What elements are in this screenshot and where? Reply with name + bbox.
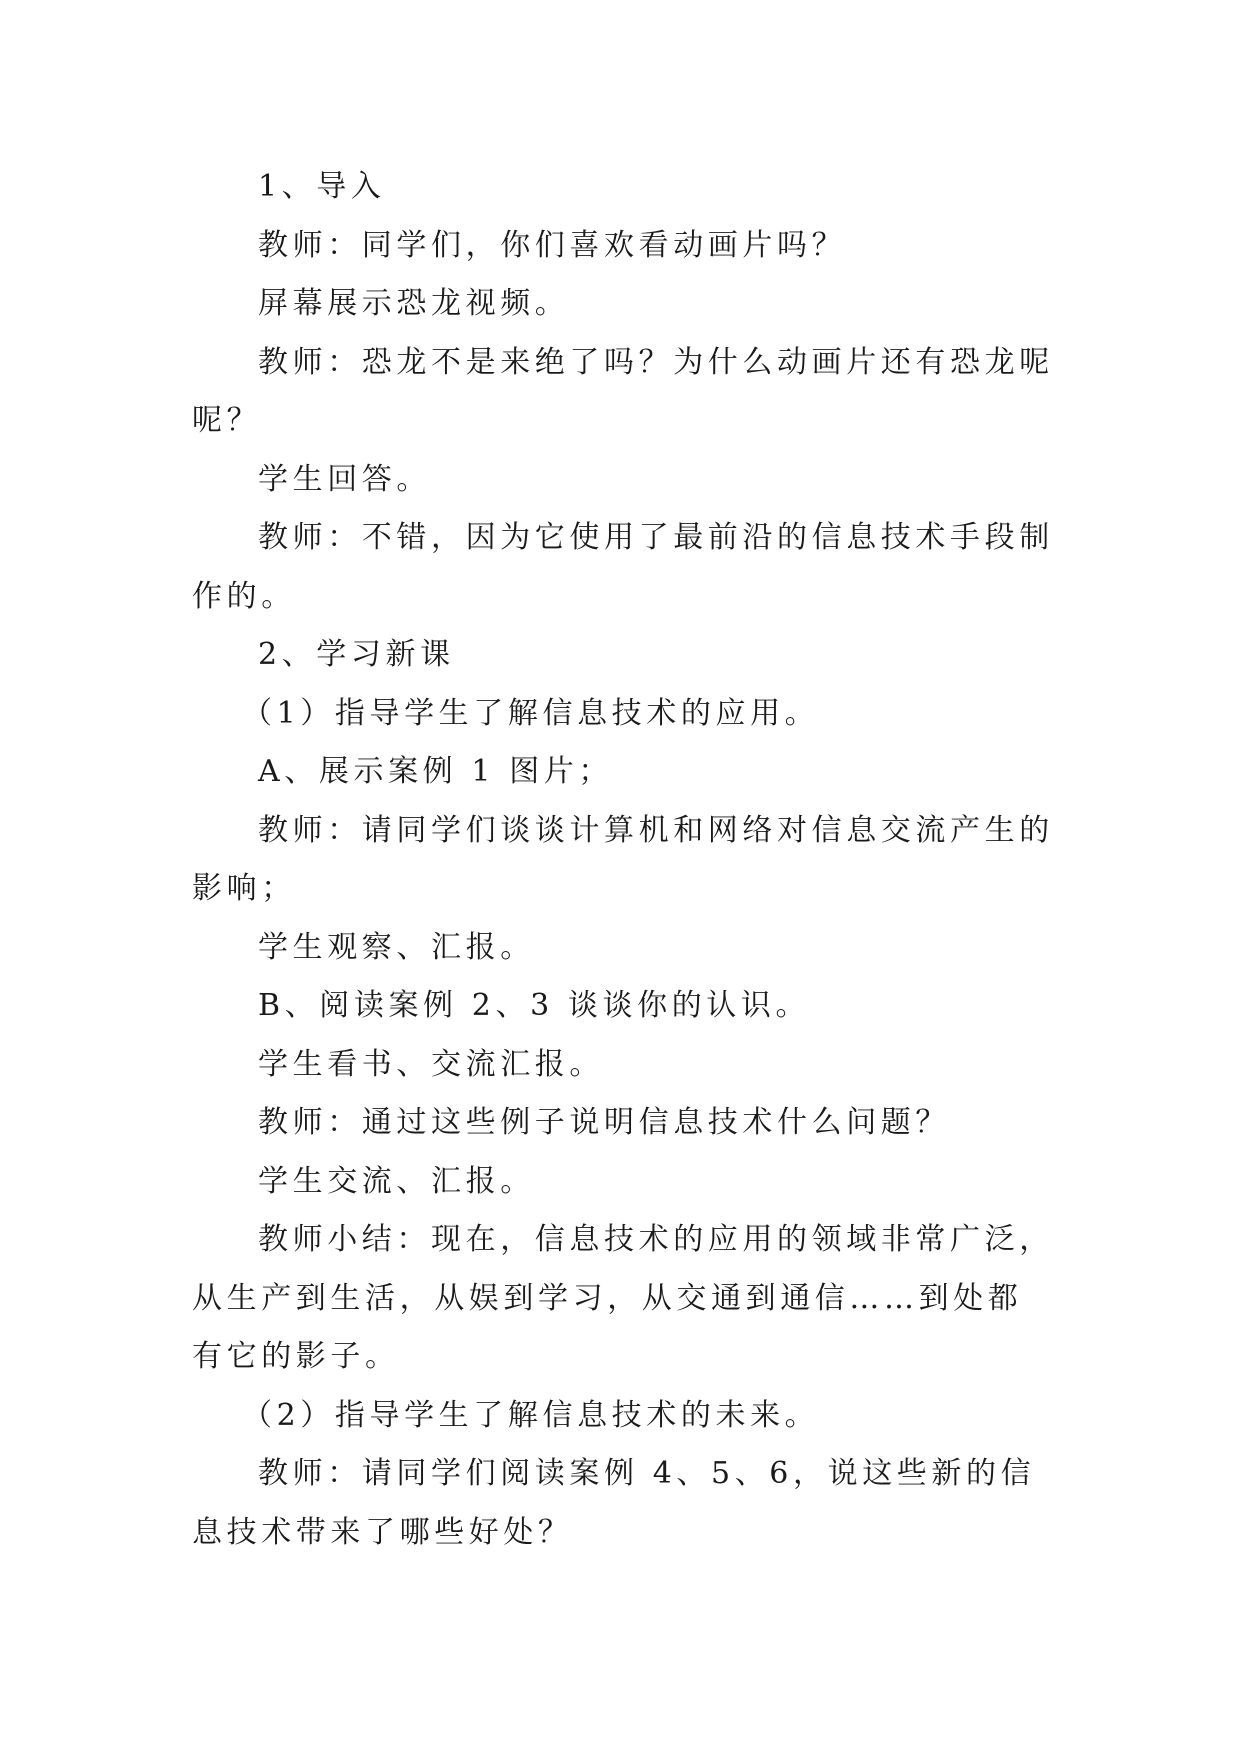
paragraph: 教师：不错，因为它使用了最前沿的信息技术手段制作的。 xyxy=(192,520,1054,614)
paragraph: A、展示案例 1 图片； xyxy=(258,754,614,789)
paragraph: 学生交流、汇报。 xyxy=(258,1163,535,1199)
subheading-future: （2）指导学生了解信息技术的未来。 xyxy=(242,1397,820,1433)
subheading-application: （1）指导学生了解信息技术的应用。 xyxy=(242,695,820,731)
paragraph: 教师：通过这些例子说明信息技术什么问题？ xyxy=(258,1105,950,1140)
paragraph: 屏幕展示恐龙视频。 xyxy=(258,286,570,321)
paragraph: 教师：请同学们谈谈计算机和网络对信息交流产生的影响； xyxy=(192,812,1054,906)
paragraph: 学生回答。 xyxy=(258,461,431,497)
paragraph: 教师：恐龙不是来绝了吗？为什么动画片还有恐龙呢呢？ xyxy=(192,344,1054,438)
heading-new-lesson: 2、学习新课 xyxy=(258,637,455,672)
paragraph: 教师小结：现在，信息技术的应用的领域非常广泛，从生产到生活，从娱到学习，从交通到通信……到处都有它的影子。 xyxy=(192,1222,1054,1374)
heading-intro: 1、导入 xyxy=(258,169,386,204)
paragraph: 学生观察、汇报。 xyxy=(258,929,535,965)
paragraph: 教师：请同学们阅读案例 4、5、6，说这些新的信息技术带来了哪些好处？ xyxy=(192,1456,1036,1550)
paragraph: 学生看书、交流汇报。 xyxy=(258,1046,604,1082)
paragraph: B、阅读案例 2、3 谈谈你的认识。 xyxy=(258,988,811,1023)
paragraph: 教师：同学们，你们喜欢看动画片吗？ xyxy=(258,227,847,263)
document-body xyxy=(192,158,1054,1562)
